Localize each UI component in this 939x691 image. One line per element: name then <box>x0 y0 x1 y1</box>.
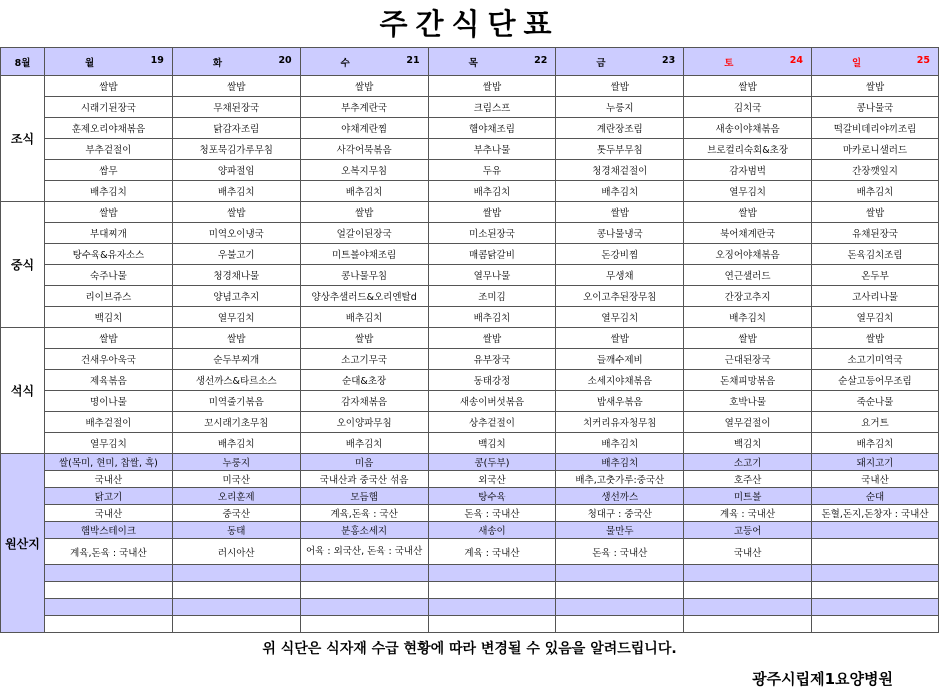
menu-cell: 우불고기 <box>172 244 300 265</box>
origin-cell: 미트볼 <box>684 488 812 505</box>
menu-cell: 김치국 <box>684 97 812 118</box>
menu-cell: 무채된장국 <box>172 97 300 118</box>
page-title: 주간식단표 <box>379 7 560 41</box>
menu-cell: 상추겉절이 <box>428 412 556 433</box>
menu-cell: 배추김치 <box>812 433 939 454</box>
origin-cell: 계육,돈육 : 국내산 <box>44 539 172 565</box>
day-date: 23 <box>661 54 676 66</box>
origin-cell: 순대 <box>812 488 939 505</box>
menu-cell: 쌀밥 <box>300 328 428 349</box>
menu-cell: 열무김치 <box>684 181 812 202</box>
menu-cell: 야채계란찜 <box>300 118 428 139</box>
origin-cell <box>44 582 172 599</box>
origin-cell: 러시아산 <box>172 539 300 565</box>
origin-cell: 누룽지 <box>172 454 300 471</box>
menu-cell: 탕수육&유자소스 <box>44 244 172 265</box>
meal-row <box>1 244 939 265</box>
day-date: 19 <box>150 54 164 66</box>
origin-cell: 국내산 <box>812 471 939 488</box>
menu-cell: 꼬시래기초무침 <box>172 412 300 433</box>
menu-cell: 누룽지 <box>556 97 684 118</box>
menu-cell: 햄야채조림 <box>428 118 556 139</box>
origin-cell <box>428 599 556 616</box>
meal-row <box>1 181 939 202</box>
day-header <box>428 48 556 76</box>
day-name: 목 <box>468 57 478 69</box>
origin-cell <box>812 522 939 539</box>
origin-cell: 햄박스테이크 <box>44 522 172 539</box>
menu-cell: 쌀밥 <box>428 328 556 349</box>
day-header <box>44 48 172 76</box>
menu-cell: 새송이야채볶음 <box>684 118 812 139</box>
menu-cell: 쌀밥 <box>172 76 300 97</box>
menu-cell: 양념고추지 <box>172 286 300 307</box>
origin-cell <box>172 616 300 633</box>
day-label <box>173 55 300 69</box>
meal-row <box>1 328 939 349</box>
meal-row <box>1 412 939 433</box>
origin-row <box>1 599 939 616</box>
origin-cell <box>684 565 812 582</box>
menu-cell: 돈육김치조림 <box>812 244 939 265</box>
meal-row <box>1 76 939 97</box>
day-header <box>300 48 428 76</box>
origin-cell <box>44 616 172 633</box>
origin-cell: 닭고기 <box>44 488 172 505</box>
menu-cell: 훈제오리야채볶음 <box>44 118 172 139</box>
menu-cell: 치커리유자청무침 <box>556 412 684 433</box>
menu-cell: 열무겉절이 <box>684 412 812 433</box>
menu-cell: 쌀밥 <box>812 76 939 97</box>
notice-text: 위 식단은 식자재 수급 현황에 따라 변경될 수 있음을 알려드립니다. <box>262 641 677 657</box>
origin-cell: 동태 <box>172 522 300 539</box>
origin-cell: 외국산 <box>428 471 556 488</box>
menu-cell: 죽순나물 <box>812 391 939 412</box>
menu-cell: 유부장국 <box>428 349 556 370</box>
origin-cell: 청대구 : 중국산 <box>556 505 684 522</box>
origin-cell <box>812 565 939 582</box>
origin-cell: 콩(두부) <box>428 454 556 471</box>
menu-cell: 백김치 <box>44 307 172 328</box>
origin-cell: 돼지고기 <box>812 454 939 471</box>
menu-cell: 근대된장국 <box>684 349 812 370</box>
menu-cell: 쌀밥 <box>300 202 428 223</box>
origin-cell <box>812 539 939 565</box>
menu-cell: 배추겉절이 <box>44 412 172 433</box>
menu-cell: 열무김치 <box>556 307 684 328</box>
origin-cell: 돈혈,돈지,돈창자 : 국내산 <box>812 505 939 522</box>
menu-cell: 사각어묵볶음 <box>300 139 428 160</box>
origin-cell <box>684 616 812 633</box>
origin-row <box>1 505 939 522</box>
origin-cell: 계육 : 국내산 <box>684 505 812 522</box>
meal-row <box>1 118 939 139</box>
menu-cell: 떡갈비데리야끼조림 <box>812 118 939 139</box>
menu-cell: 콩나물국 <box>812 97 939 118</box>
origin-cell <box>300 599 428 616</box>
meal-label: 석식 <box>1 328 45 454</box>
meal-label: 조식 <box>1 76 45 202</box>
menu-cell: 소세지야채볶음 <box>556 370 684 391</box>
day-name: 월 <box>84 57 95 69</box>
menu-cell: 얼갈이된장국 <box>300 223 428 244</box>
origin-cell: 국내산과 중국산 섞음 <box>300 471 428 488</box>
menu-cell: 명이나물 <box>44 391 172 412</box>
day-label <box>684 55 811 69</box>
menu-cell: 간장고추지 <box>684 286 812 307</box>
menu-cell: 청포묵김가루무침 <box>172 139 300 160</box>
menu-cell: 열무나물 <box>428 265 556 286</box>
menu-cell: 톳두부무침 <box>556 139 684 160</box>
origin-cell: 호주산 <box>684 471 812 488</box>
menu-cell: 부추계란국 <box>300 97 428 118</box>
menu-cell: 생선까스&타르소스 <box>172 370 300 391</box>
menu-cell: 순두부찌개 <box>172 349 300 370</box>
menu-cell: 부추나물 <box>428 139 556 160</box>
day-name: 일 <box>852 57 862 69</box>
menu-cell: 시래기된장국 <box>44 97 172 118</box>
day-label <box>301 55 428 69</box>
origin-row <box>1 488 939 505</box>
menu-cell: 쌀밥 <box>172 328 300 349</box>
day-date: 21 <box>406 54 420 66</box>
origin-row <box>1 522 939 539</box>
origin-cell <box>812 582 939 599</box>
meal-row <box>1 97 939 118</box>
day-label <box>429 55 556 69</box>
menu-cell: 쌀밥 <box>684 328 812 349</box>
menu-cell: 무생채 <box>556 265 684 286</box>
origin-cell <box>44 565 172 582</box>
menu-cell: 쌀밥 <box>812 328 939 349</box>
menu-cell: 매콤닭갈비 <box>428 244 556 265</box>
origin-cell <box>300 582 428 599</box>
menu-cell: 부대찌개 <box>44 223 172 244</box>
origin-cell: 미음 <box>300 454 428 471</box>
menu-cell: 돈강비찜 <box>556 244 684 265</box>
menu-cell: 돈채피망볶음 <box>684 370 812 391</box>
menu-cell: 부추겉절이 <box>44 139 172 160</box>
origin-cell: 국내산 <box>44 471 172 488</box>
day-label <box>45 55 172 69</box>
menu-cell: 밥새우볶음 <box>556 391 684 412</box>
origin-row <box>1 471 939 488</box>
origin-cell <box>556 616 684 633</box>
menu-cell: 요거트 <box>812 412 939 433</box>
menu-cell: 쌀밥 <box>556 202 684 223</box>
origin-cell: 오리훈제 <box>172 488 300 505</box>
meal-row <box>1 160 939 181</box>
origin-cell: 쌀(목미, 현미, 찹쌀, 흑) <box>44 454 172 471</box>
day-date: 22 <box>534 54 548 66</box>
day-name: 화 <box>212 57 223 69</box>
menu-cell: 오복지무침 <box>300 160 428 181</box>
origin-cell <box>556 582 684 599</box>
menu-cell: 닭감자조림 <box>172 118 300 139</box>
day-header <box>556 48 684 76</box>
origin-label: 원산지 <box>1 454 45 633</box>
origin-cell: 돈육 : 국내산 <box>556 539 684 565</box>
origin-cell: 탕수육 <box>428 488 556 505</box>
menu-cell: 마카로니샐러드 <box>812 139 939 160</box>
menu-cell: 배추김치 <box>300 307 428 328</box>
menu-cell: 배추김치 <box>684 307 812 328</box>
origin-cell: 중국산 <box>172 505 300 522</box>
origin-cell <box>556 565 684 582</box>
day-header <box>812 48 939 76</box>
menu-cell: 미역줄기볶음 <box>172 391 300 412</box>
origin-row <box>1 539 939 565</box>
origin-cell <box>428 582 556 599</box>
meal-row <box>1 223 939 244</box>
origin-cell <box>684 599 812 616</box>
origin-row <box>1 582 939 599</box>
menu-cell: 백김치 <box>684 433 812 454</box>
menu-cell: 쌀밥 <box>812 202 939 223</box>
menu-cell: 열무김치 <box>44 433 172 454</box>
menu-cell: 연근샐러드 <box>684 265 812 286</box>
meal-row <box>1 139 939 160</box>
menu-cell: 배추김치 <box>300 433 428 454</box>
menu-cell: 배추김치 <box>556 433 684 454</box>
origin-cell: 새송이 <box>428 522 556 539</box>
menu-cell: 크림스프 <box>428 97 556 118</box>
menu-cell: 콩나물냉국 <box>556 223 684 244</box>
origin-cell <box>300 616 428 633</box>
menu-cell: 배추김치 <box>812 181 939 202</box>
meal-label: 중식 <box>1 202 45 328</box>
menu-cell: 계란장조림 <box>556 118 684 139</box>
menu-cell: 배추김치 <box>556 181 684 202</box>
day-date: 20 <box>278 54 292 66</box>
origin-cell <box>172 582 300 599</box>
origin-cell: 국내산 <box>684 539 812 565</box>
meal-row <box>1 391 939 412</box>
menu-cell: 쌀밥 <box>684 76 812 97</box>
meal-row <box>1 307 939 328</box>
menu-cell: 양상추샐러드&오리엔탈d <box>300 286 428 307</box>
menu-cell: 들깨수제비 <box>556 349 684 370</box>
menu-cell: 오이양파무침 <box>300 412 428 433</box>
origin-cell <box>172 599 300 616</box>
origin-cell <box>44 599 172 616</box>
menu-cell: 양파절임 <box>172 160 300 181</box>
menu-cell: 쌀밥 <box>684 202 812 223</box>
menu-cell: 쌀밥 <box>428 202 556 223</box>
day-date: 24 <box>789 54 804 66</box>
origin-cell: 소고기 <box>684 454 812 471</box>
meal-row <box>1 265 939 286</box>
menu-cell: 동태강정 <box>428 370 556 391</box>
menu-cell: 쌀밥 <box>428 76 556 97</box>
menu-cell: 순살고등어무조림 <box>812 370 939 391</box>
origin-cell <box>428 565 556 582</box>
menu-cell: 쌀밥 <box>44 328 172 349</box>
origin-cell: 고등어 <box>684 522 812 539</box>
day-header <box>172 48 300 76</box>
menu-cell: 미트볼야채조림 <box>300 244 428 265</box>
day-name: 토 <box>724 57 734 69</box>
menu-cell: 건새우아욱국 <box>44 349 172 370</box>
menu-cell: 소고기무국 <box>300 349 428 370</box>
menu-cell: 쌀밥 <box>44 76 172 97</box>
meal-row <box>1 433 939 454</box>
origin-cell <box>812 616 939 633</box>
origin-cell: 어육 : 외국산, 돈육 : 국내산 <box>300 539 428 565</box>
menu-cell: 두유 <box>428 160 556 181</box>
menu-cell: 배추김치 <box>300 181 428 202</box>
day-label <box>556 55 683 69</box>
origin-cell: 국내산 <box>44 505 172 522</box>
menu-cell: 청경채겉절이 <box>556 160 684 181</box>
menu-cell: 조미김 <box>428 286 556 307</box>
menu-cell: 배추김치 <box>172 181 300 202</box>
menu-cell: 콩나물무침 <box>300 265 428 286</box>
menu-cell: 백김치 <box>428 433 556 454</box>
origin-cell: 계육,돈육 : 국산 <box>300 505 428 522</box>
origin-cell <box>300 565 428 582</box>
month-cell: 8월 <box>1 48 45 76</box>
menu-cell: 오징어야채볶음 <box>684 244 812 265</box>
menu-cell: 북어채계란국 <box>684 223 812 244</box>
menu-cell: 배추김치 <box>172 433 300 454</box>
menu-cell: 리이브쥬스 <box>44 286 172 307</box>
meal-row <box>1 202 939 223</box>
day-name: 수 <box>340 57 350 69</box>
origin-cell <box>428 616 556 633</box>
origin-cell: 돈육 : 국내산 <box>428 505 556 522</box>
menu-cell: 감자채볶음 <box>300 391 428 412</box>
menu-cell: 청경채나물 <box>172 265 300 286</box>
menu-cell: 오이고추된장무침 <box>556 286 684 307</box>
day-header <box>684 48 812 76</box>
menu-cell: 미역오이냉국 <box>172 223 300 244</box>
origin-cell: 모듬햄 <box>300 488 428 505</box>
origin-cell: 배추김치 <box>556 454 684 471</box>
origin-cell <box>812 599 939 616</box>
menu-cell: 감자범벅 <box>684 160 812 181</box>
menu-cell: 배추김치 <box>428 181 556 202</box>
origin-row <box>1 565 939 582</box>
menu-cell: 브로컬리숙회&초장 <box>684 139 812 160</box>
menu-cell: 쌀밥 <box>172 202 300 223</box>
origin-row <box>1 454 939 471</box>
origin-cell <box>172 565 300 582</box>
meal-row <box>1 286 939 307</box>
menu-cell: 유채된장국 <box>812 223 939 244</box>
meal-row <box>1 370 939 391</box>
menu-cell: 열무김치 <box>172 307 300 328</box>
origin-row <box>1 616 939 633</box>
day-date: 25 <box>916 54 930 66</box>
menu-cell: 배추김치 <box>428 307 556 328</box>
origin-cell <box>556 599 684 616</box>
menu-cell: 소고기미역국 <box>812 349 939 370</box>
origin-cell: 배추,고춧가루:중국산 <box>556 471 684 488</box>
menu-cell: 온두부 <box>812 265 939 286</box>
meal-row <box>1 349 939 370</box>
menu-cell: 새송이버섯볶음 <box>428 391 556 412</box>
menu-cell: 고사리나물 <box>812 286 939 307</box>
origin-cell: 생선까스 <box>556 488 684 505</box>
origin-cell: 계육 : 국내산 <box>428 539 556 565</box>
menu-cell: 순대&초장 <box>300 370 428 391</box>
menu-table <box>0 47 939 633</box>
origin-cell: 물만두 <box>556 522 684 539</box>
menu-cell: 숙주나물 <box>44 265 172 286</box>
menu-cell: 쌀밥 <box>556 328 684 349</box>
menu-cell: 쌈무 <box>44 160 172 181</box>
origin-cell: 미국산 <box>172 471 300 488</box>
hospital-name: 광주시립제1요양병원 <box>752 670 893 688</box>
menu-cell: 열무김치 <box>812 307 939 328</box>
day-header-row <box>1 48 939 76</box>
day-name: 금 <box>596 57 606 69</box>
menu-cell: 호박나물 <box>684 391 812 412</box>
menu-cell: 제육볶음 <box>44 370 172 391</box>
origin-cell <box>684 582 812 599</box>
menu-cell: 미소된장국 <box>428 223 556 244</box>
menu-cell: 간장깻잎지 <box>812 160 939 181</box>
menu-cell: 쌀밥 <box>300 76 428 97</box>
menu-cell: 쌀밥 <box>44 202 172 223</box>
menu-cell: 배추김치 <box>44 181 172 202</box>
origin-cell: 분홍소세지 <box>300 522 428 539</box>
menu-cell: 쌀밥 <box>556 76 684 97</box>
day-label <box>812 55 938 69</box>
